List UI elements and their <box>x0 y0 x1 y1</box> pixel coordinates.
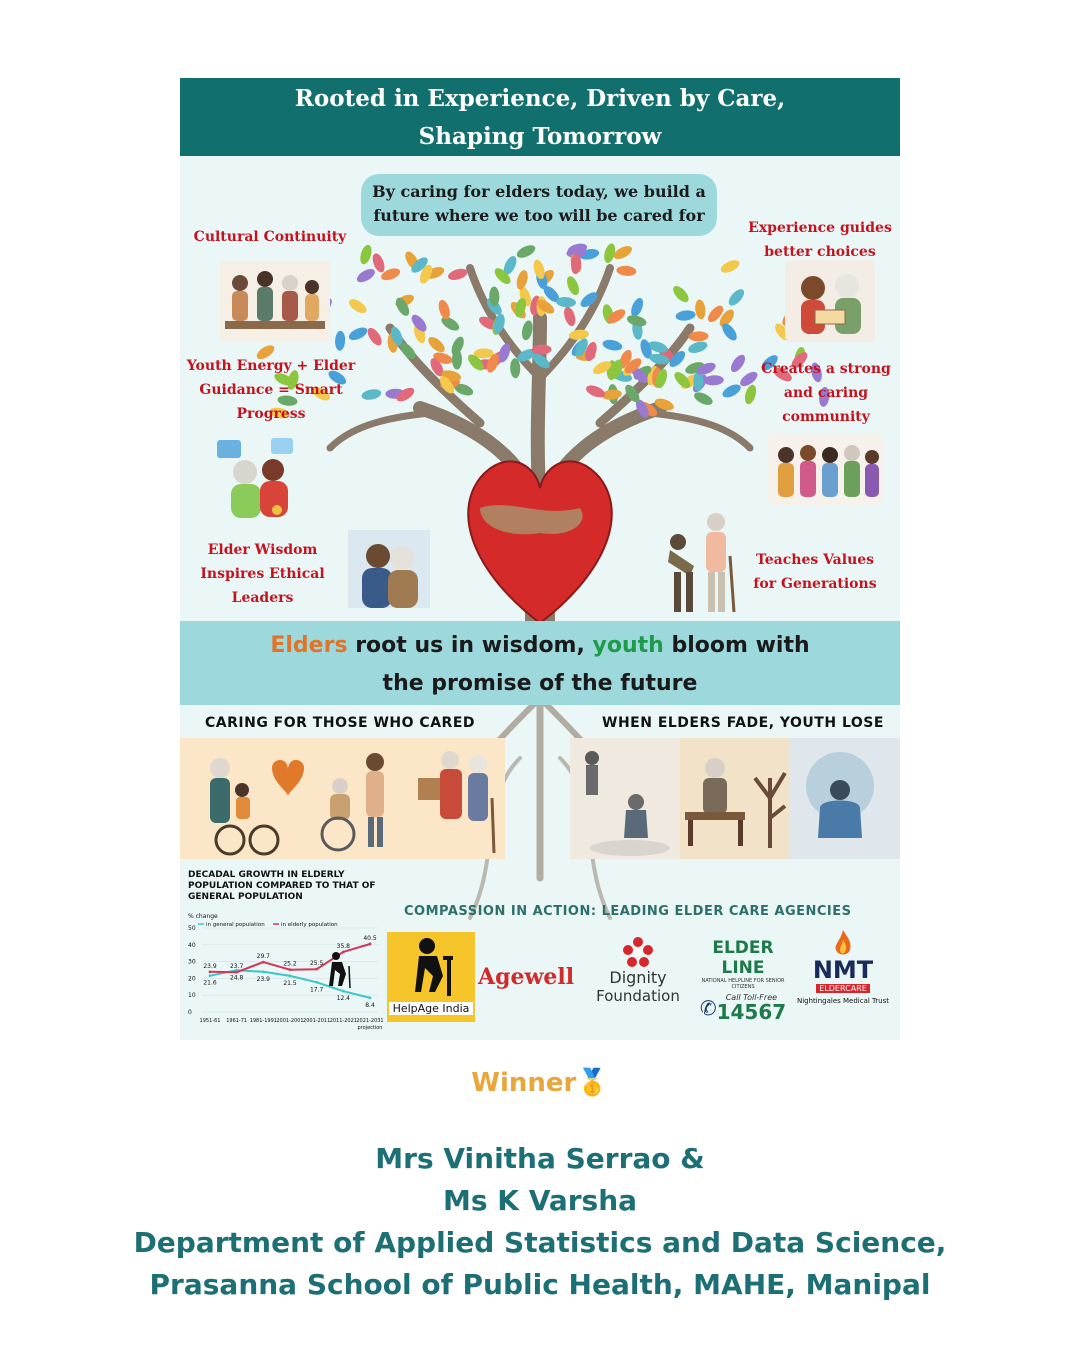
data-label: 17.7 <box>309 986 324 994</box>
quote-line-1: By caring for elders today, we build a <box>372 182 706 201</box>
elder-silhouette-icon <box>329 962 346 986</box>
leaf <box>694 299 706 320</box>
x-tick-label: 2001-2011 <box>303 1018 331 1024</box>
winner-label <box>0 1068 1080 1098</box>
data-label: 21.5 <box>283 979 297 987</box>
leaf <box>355 266 377 285</box>
label-text: community <box>782 409 870 425</box>
leaf <box>692 390 714 408</box>
fade-heading: WHEN ELDERS FADE, YOUTH LOSE <box>602 715 884 731</box>
phone-icon: ✆ <box>699 995 717 1020</box>
leaf <box>439 314 461 333</box>
growth-line-chart <box>188 910 388 1040</box>
y-tick-label: 20 <box>188 975 196 983</box>
leaf <box>565 275 582 297</box>
data-label: 24.8 <box>229 974 244 982</box>
label-text: for Generations <box>753 576 877 592</box>
y-tick-label: 10 <box>188 992 196 1000</box>
data-label: 8.4 <box>365 1001 375 1009</box>
y-tick-label: 40 <box>188 941 196 949</box>
data-point <box>209 974 212 977</box>
leaf <box>347 296 369 315</box>
data-label: 12.4 <box>336 995 351 1003</box>
y-axis-label: % change <box>188 913 218 920</box>
leaf <box>515 243 537 261</box>
leaf <box>612 243 634 261</box>
elderline-number: 14567 <box>716 1000 787 1024</box>
label-text: Inspires Ethical <box>200 566 325 582</box>
legend-label: in elderly population <box>281 922 338 928</box>
data-label: 25.2 <box>283 960 297 968</box>
leaf <box>361 388 383 402</box>
tagline-banner <box>180 621 900 705</box>
data-point <box>235 971 238 974</box>
data-point <box>369 943 372 946</box>
dignity-text-2: Foundation <box>596 987 680 1005</box>
leaf <box>675 309 696 321</box>
leaf <box>602 338 624 352</box>
leaf <box>720 382 742 400</box>
elderline-title: ELDER LINE <box>712 938 774 978</box>
tagline-line-2: the promise of the future <box>382 671 698 696</box>
elder-reading-illustration <box>785 260 875 342</box>
elder-line-logo[interactable] <box>692 938 794 1022</box>
y-tick-label: 0 <box>188 1009 192 1016</box>
leaf <box>726 287 747 309</box>
quote-line-2: future where we too will be cared for <box>373 206 705 225</box>
label-youth-energy <box>180 354 362 426</box>
dignity-foundation-logo[interactable] <box>585 936 691 1005</box>
x-note: projection <box>357 1025 383 1031</box>
chart-title: DECADAL GROWTH IN ELDERLY POPULATION COMPARED TO THAT OF GENERAL POPULATION <box>188 870 376 902</box>
tagline-line-1 <box>180 627 900 665</box>
label-text: Cultural Continuity <box>193 229 347 245</box>
leaf <box>365 326 384 348</box>
data-point <box>262 970 265 973</box>
label-text: Experience guides <box>748 220 892 236</box>
label-text: Progress <box>236 406 306 422</box>
leaf <box>728 352 748 374</box>
data-point <box>342 990 345 993</box>
y-tick-label: 30 <box>188 958 196 966</box>
family-gathering-illustration <box>220 261 330 341</box>
elderline-subtitle: NATIONAL HELPLINE FOR SENIOR CITIZENS <box>701 978 785 990</box>
data-label: 23.7 <box>229 963 244 971</box>
label-text: better choices <box>764 244 876 260</box>
leaf <box>447 267 469 282</box>
tagline-youth: youth <box>592 633 664 658</box>
credit-line-2: Ms K Varsha <box>442 1184 638 1217</box>
x-tick-label: 2011-2021 <box>329 1018 357 1024</box>
x-tick-label: 2001-2001 <box>276 1018 304 1024</box>
label-text: Guidance = Smart <box>199 382 343 398</box>
data-point <box>289 968 292 971</box>
label-experience-guides <box>740 216 900 264</box>
helpage-india-logo[interactable] <box>387 932 475 1022</box>
leaf <box>687 339 709 355</box>
fade-illustrations <box>570 738 900 859</box>
label-text: and caring <box>783 385 869 401</box>
agewell-text: Agewell <box>478 964 575 990</box>
flame-icon <box>828 928 858 958</box>
nmt-name: Nightingales Medical Trust <box>796 997 890 1005</box>
winner-text: Winner <box>471 1068 577 1098</box>
nmt-sub: ELDERCARE <box>816 984 870 993</box>
tagline-text: bloom with <box>663 633 810 658</box>
caring-illustrations <box>180 738 505 859</box>
flower-icon <box>622 936 654 968</box>
nmt-text: NMT <box>812 956 874 984</box>
label-text: Youth Energy + Elder <box>186 358 356 374</box>
data-label: 40.5 <box>363 934 377 942</box>
label-strong-community <box>750 357 900 429</box>
credit-line-1: Mrs Vinitha Serrao & <box>375 1142 705 1175</box>
data-label: 23.9 <box>256 975 271 983</box>
poster-title <box>180 78 900 156</box>
leaf <box>520 319 534 341</box>
fade-strip <box>570 738 900 859</box>
youth-elder-tech-illustration <box>213 434 301 522</box>
tagline-text: root us in wisdom, <box>347 633 593 658</box>
leaf <box>437 299 452 321</box>
leaf <box>449 335 466 357</box>
cane-icon <box>349 966 350 988</box>
leaf <box>335 331 346 351</box>
data-point <box>289 974 292 977</box>
leaf <box>719 258 741 276</box>
x-tick-label: 1951-61 <box>199 1018 221 1024</box>
medal-icon: 🥇 <box>576 1068 609 1098</box>
infographic-poster <box>180 78 900 1040</box>
data-label: 25.5 <box>309 960 324 968</box>
data-point <box>315 981 318 984</box>
label-text: Creates a strong <box>761 361 891 377</box>
y-tick-label: 50 <box>188 925 196 932</box>
caring-heading: CARING FOR THOSE WHO CARED <box>205 715 475 731</box>
data-point <box>262 961 265 964</box>
leaf <box>358 244 373 266</box>
leaf <box>670 283 691 304</box>
quote-bubble <box>361 174 717 236</box>
label-elder-wisdom <box>190 538 335 610</box>
elder-cane-icon <box>387 932 475 998</box>
tagline-elders: Elders <box>270 633 348 658</box>
agewell-logo[interactable] <box>478 964 574 990</box>
leaf <box>704 375 724 386</box>
x-tick-label: 1961-71 <box>226 1018 248 1024</box>
credit-line-4: Prasanna School of Public Health, MAHE, Manipal <box>149 1268 931 1301</box>
caring-strip <box>180 738 505 859</box>
leaf <box>515 269 530 291</box>
x-tick-label: 1981-1991 <box>249 1018 277 1024</box>
elder-walking-illustration <box>660 506 740 616</box>
credits-block <box>0 1138 1080 1306</box>
data-label: 35.8 <box>336 942 351 950</box>
dignity-text-1: Dignity <box>609 968 667 987</box>
nmt-eldercare-logo[interactable] <box>790 928 896 1005</box>
leaf <box>629 296 646 318</box>
credit-line-3: Department of Applied Statistics and Data Science, <box>133 1226 947 1259</box>
community-group-illustration <box>768 433 883 505</box>
label-cultural-continuity <box>190 225 350 249</box>
title-line-1: Rooted in Experience, Driven by Care, <box>294 85 786 112</box>
data-label: 21.6 <box>203 979 217 987</box>
elderline-call-row <box>692 993 794 1022</box>
data-point <box>315 968 318 971</box>
legend-label: in general population <box>206 922 265 928</box>
leaf <box>426 334 448 355</box>
elder-silhouette-icon <box>332 952 340 960</box>
agencies-heading: COMPASSION IN ACTION: LEADING ELDER CARE AGENCIES <box>404 904 852 919</box>
label-text: Leaders <box>231 590 294 606</box>
leaf <box>562 305 577 327</box>
label-text: Elder Wisdom <box>207 542 318 558</box>
label-teaches-values <box>745 548 885 596</box>
data-label: 29.7 <box>256 953 271 961</box>
x-tick-label: 2021-2031 <box>356 1018 384 1024</box>
data-point <box>369 996 372 999</box>
elder-hug-illustration <box>348 530 430 608</box>
leaf <box>616 265 637 277</box>
title-line-2: Shaping Tomorrow <box>418 123 662 150</box>
elderline-call: Call Toll-Free <box>725 993 778 1002</box>
label-text: Teaches Values <box>755 552 875 568</box>
data-point <box>209 970 212 973</box>
data-label: 23.9 <box>203 962 217 970</box>
helpage-text: HelpAge India <box>389 1002 473 1015</box>
data-point <box>342 950 345 953</box>
leaf <box>347 325 369 343</box>
